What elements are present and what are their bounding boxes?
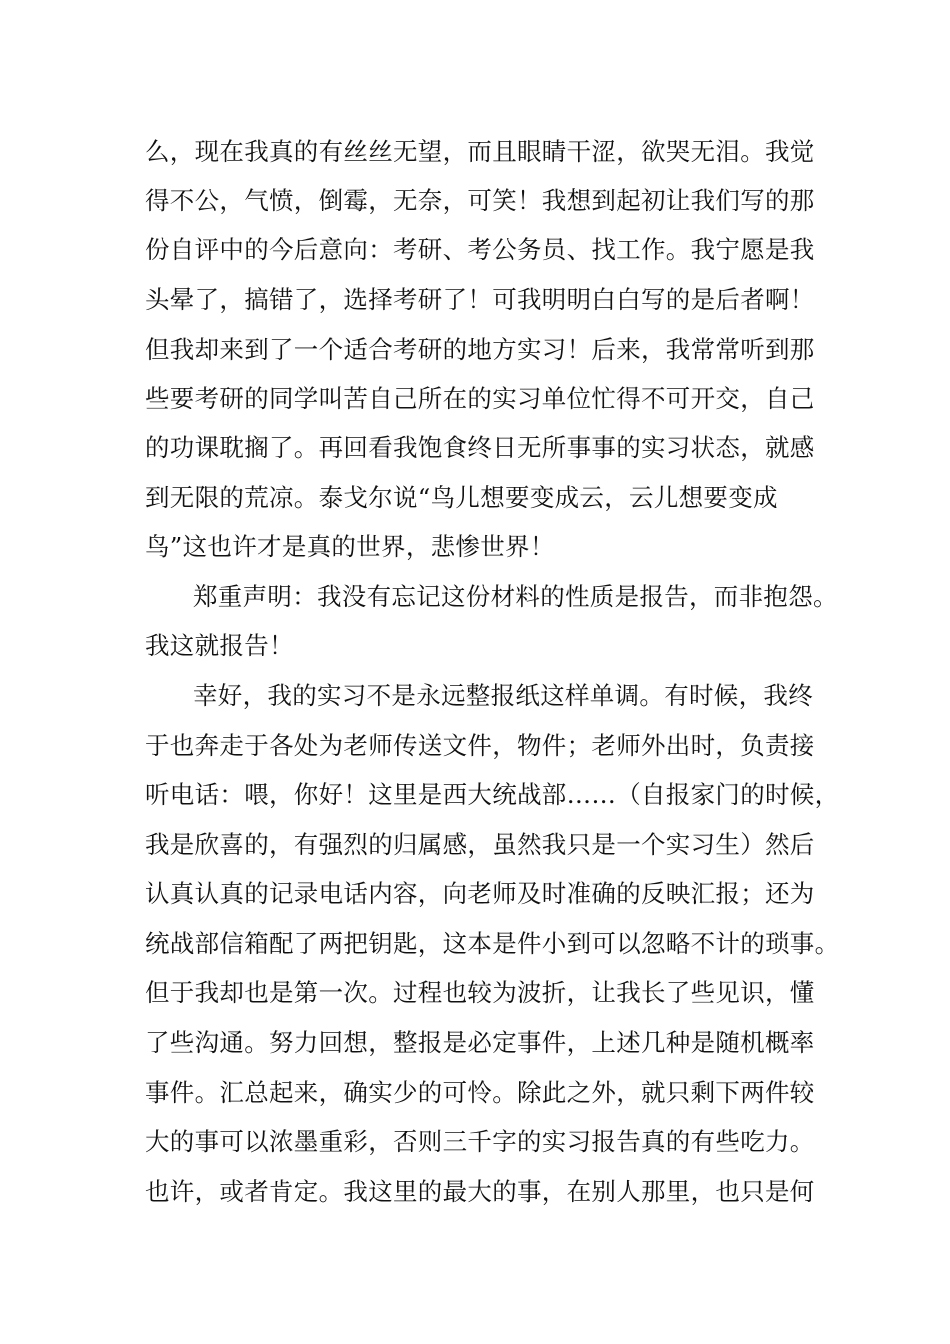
text-line: 了些沟通。努力回想，整报是必定事件，上述几种是随机概率 (145, 1028, 815, 1057)
text-line: 统战部信箱配了两把钥匙，这本是件小到可以忽略不计的琐事。 (145, 929, 840, 958)
text-line: 听电话：喂，你好！这里是西大统战部……（自报家门的时候， (145, 780, 840, 809)
text-line: 但我却来到了一个适合考研的地方实习！后来，我常常听到那 (145, 335, 815, 364)
text-line: 么，现在我真的有丝丝无望，而且眼睛干涩，欲哭无泪。我觉 (145, 137, 815, 166)
text-line: 我这就报告！ (145, 631, 294, 660)
text-line: 认真认真的记录电话内容，向老师及时准确的反映汇报；还为 (145, 879, 815, 908)
text-line: 于也奔走于各处为老师传送文件，物件；老师外出时，负责接 (145, 731, 815, 760)
text-line: 也许，或者肯定。我这里的最大的事，在别人那里，也只是何 (145, 1177, 815, 1206)
text-line: 的功课耽搁了。再回看我饱食终日无所事事的实习状态，就感 (145, 433, 815, 462)
text-line: 大的事可以浓墨重彩，否则三千字的实习报告真的有些吃力。 (145, 1127, 815, 1156)
text-line: 些要考研的同学叫苦自己所在的实习单位忙得不可开交，自己 (145, 384, 815, 413)
paragraph-start-line: 幸好，我的实习不是永远整报纸这样单调。有时候，我终 (193, 681, 813, 710)
paragraph-start-line: 郑重声明：我没有忘记这份材料的性质是报告，而非抱怨。 (193, 582, 838, 611)
text-line: 头晕了，搞错了，选择考研了！可我明明白白写的是后者啊！ (145, 285, 815, 314)
text-line: 我是欣喜的，有强烈的归属感，虽然我只是一个实习生）然后 (145, 830, 815, 859)
text-line: 份自评中的今后意向：考研、考公务员、找工作。我宁愿是我 (145, 235, 815, 264)
text-line: 到无限的荒凉。泰戈尔说“鸟儿想要变成云，云儿想要变成 (145, 483, 778, 512)
text-line: 鸟”这也许才是真的世界，悲惨世界！ (145, 532, 555, 561)
text-line: 事件。汇总起来，确实少的可怜。除此之外，就只剩下两件较 (145, 1078, 815, 1107)
text-line: 得不公，气愤，倒霉，无奈，可笑！我想到起初让我们写的那 (145, 186, 815, 215)
text-line: 但于我却也是第一次。过程也较为波折，让我长了些见识，懂 (145, 978, 815, 1007)
